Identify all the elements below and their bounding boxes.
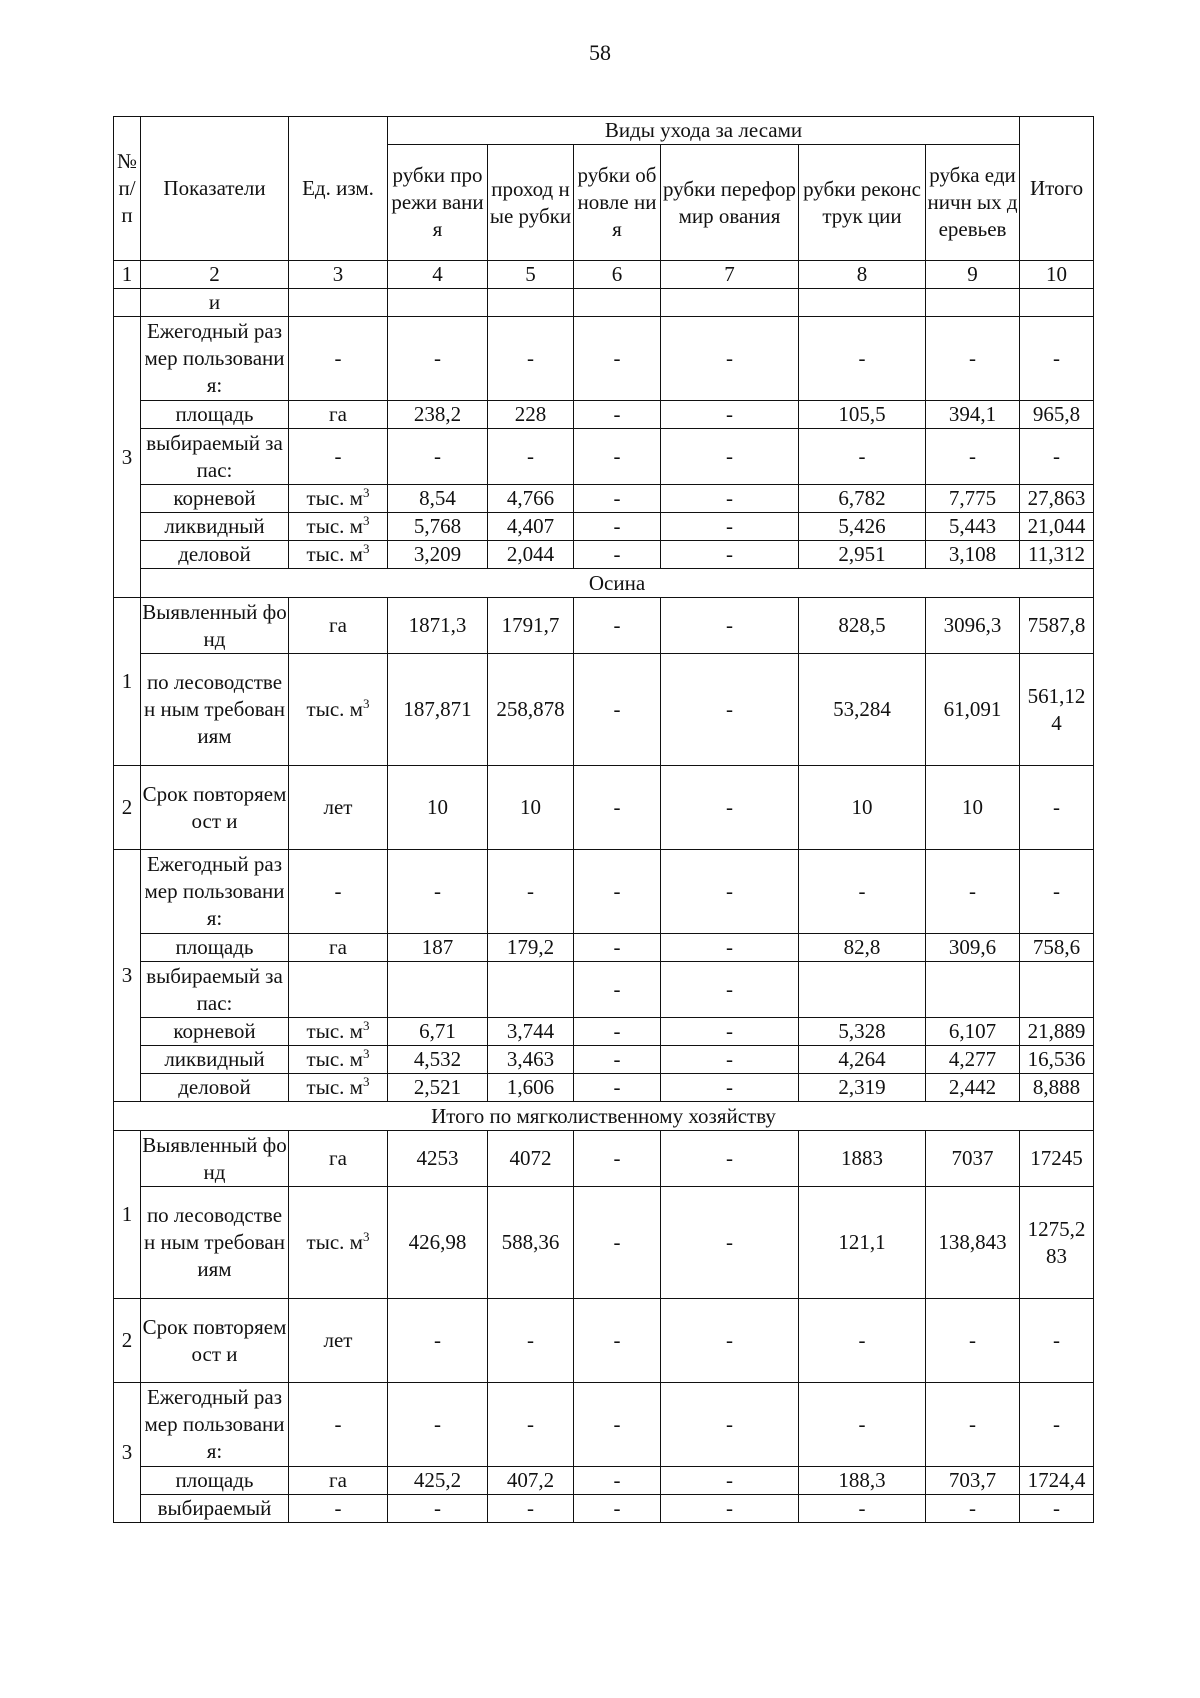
table-cell: [388, 289, 488, 317]
unit-cell: [289, 513, 388, 541]
table-row: [114, 850, 1094, 934]
table-cell: 105,5: [799, 401, 926, 429]
unit-cell: [289, 485, 388, 513]
table-cell: -: [289, 850, 388, 934]
table-cell: 53,284: [799, 654, 926, 766]
table-cell: -: [574, 654, 661, 766]
table-cell: -: [799, 1299, 926, 1383]
table-cell: 258,878: [488, 654, 574, 766]
table-row: [114, 317, 1094, 401]
table-cell: -: [661, 1383, 799, 1467]
table-cell: -: [661, 1046, 799, 1074]
table-cell: 1791,7: [488, 598, 574, 654]
unit-exponent: 3: [362, 1018, 370, 1033]
table-cell: -: [574, 317, 661, 401]
forest-care-table: [113, 116, 1094, 1523]
col-number: 10: [1020, 261, 1094, 289]
table-row: [114, 289, 1094, 317]
header-type: рубки обновле ния: [574, 145, 661, 261]
table-cell: га: [289, 401, 388, 429]
table-cell: 21,044: [1020, 513, 1094, 541]
table-cell: 6,71: [388, 1018, 488, 1046]
unit-cell: [289, 1074, 388, 1102]
unit-text: тыс. м: [306, 1019, 363, 1043]
table-cell: 1,606: [488, 1074, 574, 1102]
table-cell: -: [661, 513, 799, 541]
header-type: рубки переформир ования: [661, 145, 799, 261]
table-cell: -: [574, 1383, 661, 1467]
table-row: [114, 1046, 1094, 1074]
header-unit: Ед. изм.: [289, 117, 388, 261]
table-cell: 27,863: [1020, 485, 1094, 513]
unit-cell: [289, 1018, 388, 1046]
table-cell: 138,843: [926, 1187, 1020, 1299]
table-cell: 4,264: [799, 1046, 926, 1074]
table-cell: -: [926, 1495, 1020, 1523]
unit-exponent: 3: [362, 696, 370, 711]
table-cell: -: [926, 429, 1020, 485]
row-number: 1: [114, 1131, 141, 1299]
table-cell: 1871,3: [388, 598, 488, 654]
table-cell: 8,888: [1020, 1074, 1094, 1102]
unit-exponent: 3: [362, 1074, 370, 1089]
table-cell: 3096,3: [926, 598, 1020, 654]
table-cell: 2,521: [388, 1074, 488, 1102]
table-row: [114, 513, 1094, 541]
table-row: [114, 1383, 1094, 1467]
table-cell: -: [661, 485, 799, 513]
header-type: рубка единичн ых деревьев: [926, 145, 1020, 261]
table-cell: -: [488, 1495, 574, 1523]
row-label: деловой: [141, 541, 289, 569]
table-cell: 426,98: [388, 1187, 488, 1299]
table-cell: -: [799, 317, 926, 401]
table-cell: -: [1020, 1383, 1094, 1467]
table-cell: -: [661, 1074, 799, 1102]
unit-exponent: 3: [362, 541, 370, 556]
table-cell: -: [574, 1131, 661, 1187]
table-cell: -: [574, 513, 661, 541]
col-number: 1: [114, 261, 141, 289]
row-label: по лесоводствен ным требованиям: [141, 1187, 289, 1299]
header-row-group: [114, 117, 1094, 145]
table-row: [114, 1018, 1094, 1046]
table-cell: 4253: [388, 1131, 488, 1187]
table-cell: 2,442: [926, 1074, 1020, 1102]
header-care-types: Виды ухода за лесами: [388, 117, 1020, 145]
header-total: Итого: [1020, 117, 1094, 261]
table-row: [114, 401, 1094, 429]
unit-text: тыс. м: [306, 1230, 363, 1254]
table-cell: -: [661, 541, 799, 569]
table-row: [114, 1131, 1094, 1187]
table-cell: -: [661, 1299, 799, 1383]
table-cell: 1883: [799, 1131, 926, 1187]
table-cell: [114, 289, 141, 317]
table-cell: 394,1: [926, 401, 1020, 429]
section-row-aspen: [114, 569, 1094, 598]
table-cell: -: [661, 1467, 799, 1495]
table-cell: -: [574, 401, 661, 429]
header-num: № п/ п: [114, 117, 141, 261]
table-cell: 2,044: [488, 541, 574, 569]
unit-text: тыс. м: [306, 486, 363, 510]
table-cell: -: [1020, 317, 1094, 401]
table-cell: -: [1020, 429, 1094, 485]
table-cell: 5,768: [388, 513, 488, 541]
table-cell: 7587,8: [1020, 598, 1094, 654]
table-cell: -: [1020, 1495, 1094, 1523]
unit-text: тыс. м: [306, 1075, 363, 1099]
table-cell: га: [289, 934, 388, 962]
table-cell: 425,2: [388, 1467, 488, 1495]
unit-cell: [289, 541, 388, 569]
col-number: 2: [141, 261, 289, 289]
table-cell: -: [574, 541, 661, 569]
row-label: корневой: [141, 485, 289, 513]
row-number: 3: [114, 1383, 141, 1523]
col-number: 6: [574, 261, 661, 289]
row-number: 1: [114, 598, 141, 766]
table-cell: -: [574, 429, 661, 485]
row-label: выбираемый: [141, 1495, 289, 1523]
header-type: рубки реконструк ции: [799, 145, 926, 261]
table-row: [114, 429, 1094, 485]
column-numbers-row: [114, 261, 1094, 289]
table-cell: -: [289, 429, 388, 485]
table-row: [114, 934, 1094, 962]
table-cell: -: [488, 1299, 574, 1383]
table-cell: -: [488, 429, 574, 485]
table-cell: 407,2: [488, 1467, 574, 1495]
table-cell: 188,3: [799, 1467, 926, 1495]
table-cell: [488, 289, 574, 317]
table-cell: -: [289, 1495, 388, 1523]
table-cell: -: [661, 766, 799, 850]
unit-exponent: 3: [362, 513, 370, 528]
table-cell: -: [289, 317, 388, 401]
continued-label: и: [141, 289, 289, 317]
table-cell: -: [574, 1074, 661, 1102]
table-cell: 61,091: [926, 654, 1020, 766]
table-cell: -: [488, 850, 574, 934]
table-cell: [289, 289, 388, 317]
row-label: площадь: [141, 1467, 289, 1495]
table-cell: -: [926, 317, 1020, 401]
table-cell: 1724,4: [1020, 1467, 1094, 1495]
table-row: [114, 654, 1094, 766]
table-cell: -: [661, 598, 799, 654]
table-cell: га: [289, 1131, 388, 1187]
table-row: [114, 766, 1094, 850]
table-cell: -: [388, 429, 488, 485]
table-cell: 5,328: [799, 1018, 926, 1046]
table-cell: 6,782: [799, 485, 926, 513]
table-cell: [1020, 289, 1094, 317]
table-cell: 309,6: [926, 934, 1020, 962]
row-number: 3: [114, 317, 141, 598]
table-cell: 121,1: [799, 1187, 926, 1299]
table-cell: -: [799, 850, 926, 934]
table-cell: -: [574, 934, 661, 962]
table-cell: -: [388, 317, 488, 401]
row-label: Выявленный фонд: [141, 1131, 289, 1187]
unit-text: тыс. м: [306, 697, 363, 721]
row-label: площадь: [141, 934, 289, 962]
table-cell: -: [388, 850, 488, 934]
table-cell: [661, 289, 799, 317]
section-title-aspen: Осина: [141, 569, 1094, 598]
table-cell: -: [661, 1495, 799, 1523]
table-cell: -: [1020, 766, 1094, 850]
table-cell: -: [661, 934, 799, 962]
table-cell: -: [574, 1046, 661, 1074]
table-cell: 10: [799, 766, 926, 850]
table-cell: 8,54: [388, 485, 488, 513]
row-number: 2: [114, 1299, 141, 1383]
unit-text: тыс. м: [306, 542, 363, 566]
table-cell: [289, 962, 388, 1018]
col-number: 7: [661, 261, 799, 289]
table-cell: -: [289, 1383, 388, 1467]
table-cell: 7,775: [926, 485, 1020, 513]
table-cell: -: [661, 1131, 799, 1187]
table-cell: -: [574, 1299, 661, 1383]
table-row: [114, 1467, 1094, 1495]
row-label: по лесоводствен ным требованиям: [141, 654, 289, 766]
unit-cell: [289, 1046, 388, 1074]
table-cell: [388, 962, 488, 1018]
table-cell: 758,6: [1020, 934, 1094, 962]
col-number: 4: [388, 261, 488, 289]
header-type: рубки прорежи вания: [388, 145, 488, 261]
table-cell: -: [799, 1383, 926, 1467]
table-cell: -: [574, 1495, 661, 1523]
table-cell: -: [388, 1383, 488, 1467]
table-cell: 3,108: [926, 541, 1020, 569]
table-cell: -: [799, 429, 926, 485]
unit-cell: [289, 654, 388, 766]
table-cell: 7037: [926, 1131, 1020, 1187]
table-cell: 4,766: [488, 485, 574, 513]
table-cell: -: [661, 962, 799, 1018]
table-cell: -: [661, 1187, 799, 1299]
table-cell: 179,2: [488, 934, 574, 962]
table-cell: 3,463: [488, 1046, 574, 1074]
row-label: Ежегодный размер пользования:: [141, 1383, 289, 1467]
col-number: 8: [799, 261, 926, 289]
table-cell: [574, 289, 661, 317]
row-label: площадь: [141, 401, 289, 429]
table-cell: 965,8: [1020, 401, 1094, 429]
table-cell: 187,871: [388, 654, 488, 766]
row-label: ликвидный: [141, 513, 289, 541]
col-number: 3: [289, 261, 388, 289]
row-number: 3: [114, 850, 141, 1102]
table-cell: -: [488, 317, 574, 401]
table-cell: 238,2: [388, 401, 488, 429]
row-label: Срок повторяемост и: [141, 1299, 289, 1383]
table-cell: -: [388, 1495, 488, 1523]
row-label: Ежегодный размер пользования:: [141, 317, 289, 401]
table-cell: 187: [388, 934, 488, 962]
row-label: Срок повторяемост и: [141, 766, 289, 850]
table-cell: [926, 962, 1020, 1018]
table-cell: -: [926, 1383, 1020, 1467]
table-cell: 4,407: [488, 513, 574, 541]
table-cell: -: [661, 429, 799, 485]
table-cell: -: [926, 1299, 1020, 1383]
table-cell: 21,889: [1020, 1018, 1094, 1046]
table-cell: -: [661, 654, 799, 766]
table-cell: -: [574, 1187, 661, 1299]
table-cell: 2,319: [799, 1074, 926, 1102]
table-cell: -: [574, 598, 661, 654]
unit-text: тыс. м: [306, 514, 363, 538]
table-cell: 10: [388, 766, 488, 850]
row-label: выбираемый запас:: [141, 962, 289, 1018]
row-label: Ежегодный размер пользования:: [141, 850, 289, 934]
unit-cell: [289, 1187, 388, 1299]
table-cell: лет: [289, 1299, 388, 1383]
table-cell: [799, 962, 926, 1018]
table-cell: 6,107: [926, 1018, 1020, 1046]
table-row: [114, 962, 1094, 1018]
table-cell: 228: [488, 401, 574, 429]
table-row: [114, 1495, 1094, 1523]
table-cell: -: [574, 1018, 661, 1046]
unit-exponent: 3: [362, 1046, 370, 1061]
section-row-total-soft: [114, 1102, 1094, 1131]
table-cell: -: [574, 962, 661, 1018]
table-cell: [799, 289, 926, 317]
table-cell: 10: [926, 766, 1020, 850]
table-row: [114, 1074, 1094, 1102]
table-row: [114, 541, 1094, 569]
header-indicators: Показатели: [141, 117, 289, 261]
table-cell: -: [661, 317, 799, 401]
table-cell: 82,8: [799, 934, 926, 962]
table-cell: -: [388, 1299, 488, 1383]
row-label: выбираемый запас:: [141, 429, 289, 485]
table-cell: 561,12 4: [1020, 654, 1094, 766]
row-label: Выявленный фонд: [141, 598, 289, 654]
col-number: 9: [926, 261, 1020, 289]
table-row: [114, 1187, 1094, 1299]
table-cell: 5,426: [799, 513, 926, 541]
table-cell: 11,312: [1020, 541, 1094, 569]
row-label: ликвидный: [141, 1046, 289, 1074]
section-title-total-soft: Итого по мягколиственному хозяйству: [114, 1102, 1094, 1131]
table-cell: -: [574, 485, 661, 513]
table-cell: 588,36: [488, 1187, 574, 1299]
row-label: деловой: [141, 1074, 289, 1102]
table-cell: -: [574, 850, 661, 934]
table-cell: -: [661, 1018, 799, 1046]
table-cell: -: [1020, 1299, 1094, 1383]
unit-text: тыс. м: [306, 1047, 363, 1071]
table-cell: [488, 962, 574, 1018]
table-cell: -: [661, 850, 799, 934]
table-cell: 1275,2 83: [1020, 1187, 1094, 1299]
table-cell: 17245: [1020, 1131, 1094, 1187]
unit-exponent: 3: [362, 1229, 370, 1244]
table-cell: 3,744: [488, 1018, 574, 1046]
table-cell: -: [1020, 850, 1094, 934]
table-cell: 4,277: [926, 1046, 1020, 1074]
table-row: [114, 485, 1094, 513]
table-cell: 10: [488, 766, 574, 850]
table-cell: га: [289, 598, 388, 654]
table-cell: 4072: [488, 1131, 574, 1187]
table-row: [114, 1299, 1094, 1383]
table-cell: 3,209: [388, 541, 488, 569]
row-label: корневой: [141, 1018, 289, 1046]
table-cell: -: [574, 1467, 661, 1495]
table-row: [114, 598, 1094, 654]
header-type: проход ные рубки: [488, 145, 574, 261]
table-cell: 703,7: [926, 1467, 1020, 1495]
col-number: 5: [488, 261, 574, 289]
page-number: 58: [589, 40, 611, 65]
table-cell: -: [926, 850, 1020, 934]
table-cell: [1020, 962, 1094, 1018]
table-cell: 16,536: [1020, 1046, 1094, 1074]
table-cell: лет: [289, 766, 388, 850]
unit-exponent: 3: [362, 485, 370, 500]
table-cell: -: [661, 401, 799, 429]
table-cell: 2,951: [799, 541, 926, 569]
table-cell: [926, 289, 1020, 317]
table-cell: -: [799, 1495, 926, 1523]
table-cell: 5,443: [926, 513, 1020, 541]
table-cell: -: [574, 766, 661, 850]
table-cell: 828,5: [799, 598, 926, 654]
table-cell: га: [289, 1467, 388, 1495]
table-cell: 4,532: [388, 1046, 488, 1074]
row-number: 2: [114, 766, 141, 850]
table-cell: -: [488, 1383, 574, 1467]
